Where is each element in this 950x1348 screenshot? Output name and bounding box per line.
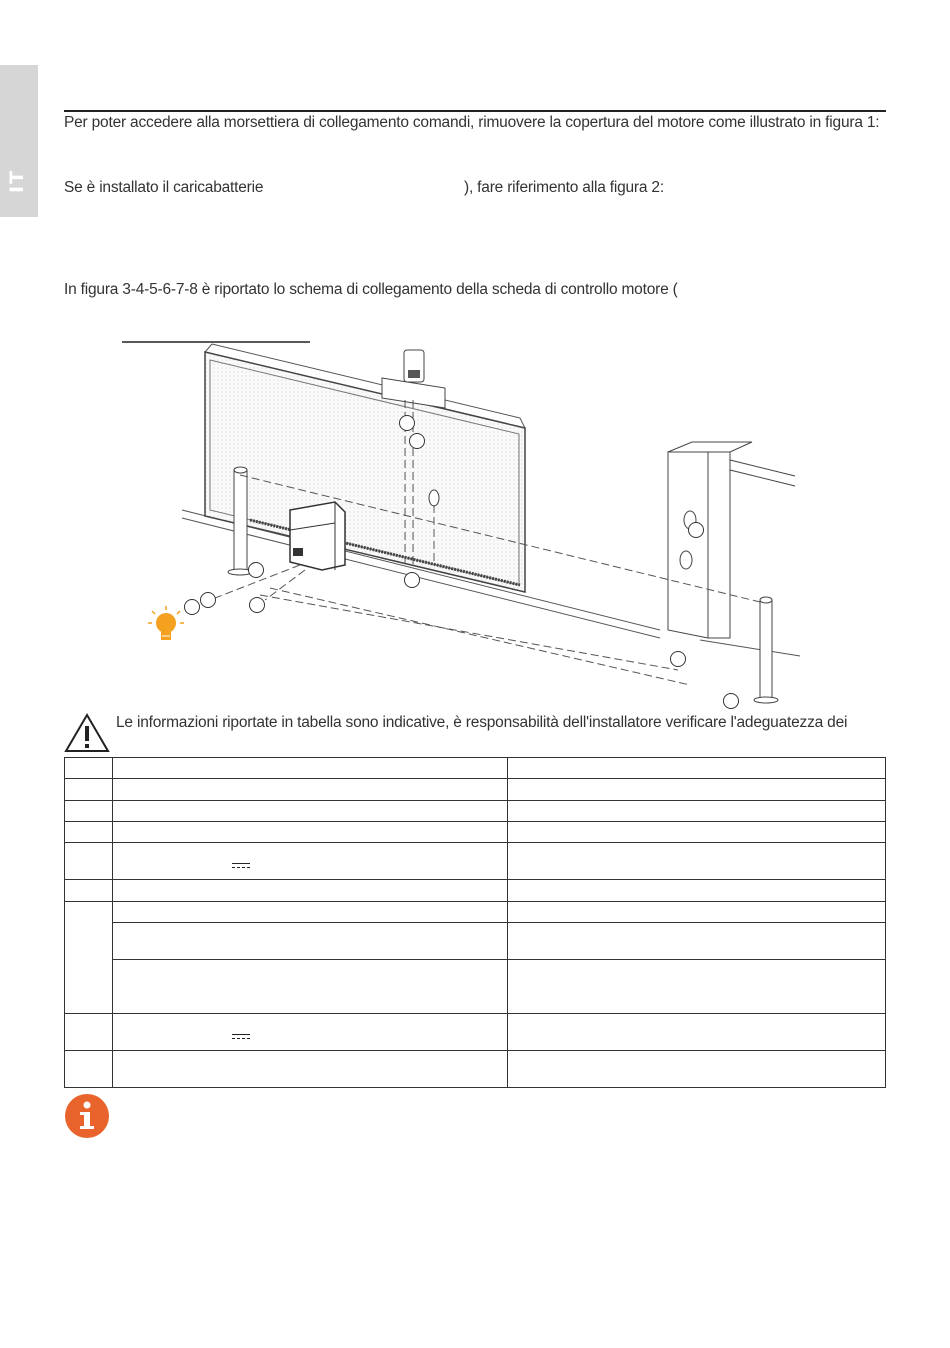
table-row [65,843,886,880]
flashing-lamp-icon [148,606,184,640]
motor-unit [290,502,345,570]
table-row [65,902,886,923]
spec-table [64,757,886,1088]
language-tab [0,65,38,217]
table-row [65,758,886,779]
paragraph-charger-end: ), fare riferimento alla figura 2: [464,179,664,196]
right-photocell-post [754,597,778,703]
section-rule [64,110,886,112]
table-row [65,779,886,801]
paragraph-charger-start: Se è installato il caricabatterie [64,179,264,196]
table-row [65,880,886,902]
dc-current-symbol [232,863,250,870]
table-row [65,1051,886,1088]
table-row [65,822,886,843]
dc-current-symbol [232,1034,250,1041]
key-selector-gate [429,490,439,506]
table-row [65,801,886,822]
warning-text: Le informazioni riportate in tabella sono indicative, è responsabilità dell'installatore verificare l'adeguatezza dei [116,714,848,731]
table-row [65,923,886,960]
language-tab-label: IT [6,168,28,193]
table-row [65,1014,886,1051]
paragraph-cover-removal: Per poter accedere alla morsettiera di collegamento comandi, rimuovere la copertura del motore come illustrato in figura 1: [64,114,880,131]
gate-installation-figure [100,330,900,710]
antenna-unit [382,350,445,408]
right-pillar [668,442,752,638]
info-icon [64,1093,110,1139]
gate-panel [205,344,525,592]
warning-triangle-icon [64,713,110,753]
table-row [65,960,886,1014]
paragraph-wiring-diagram: In figura 3-4-5-6-7-8 è riportato lo schema di collegamento della scheda di controllo motore ( [64,281,678,298]
